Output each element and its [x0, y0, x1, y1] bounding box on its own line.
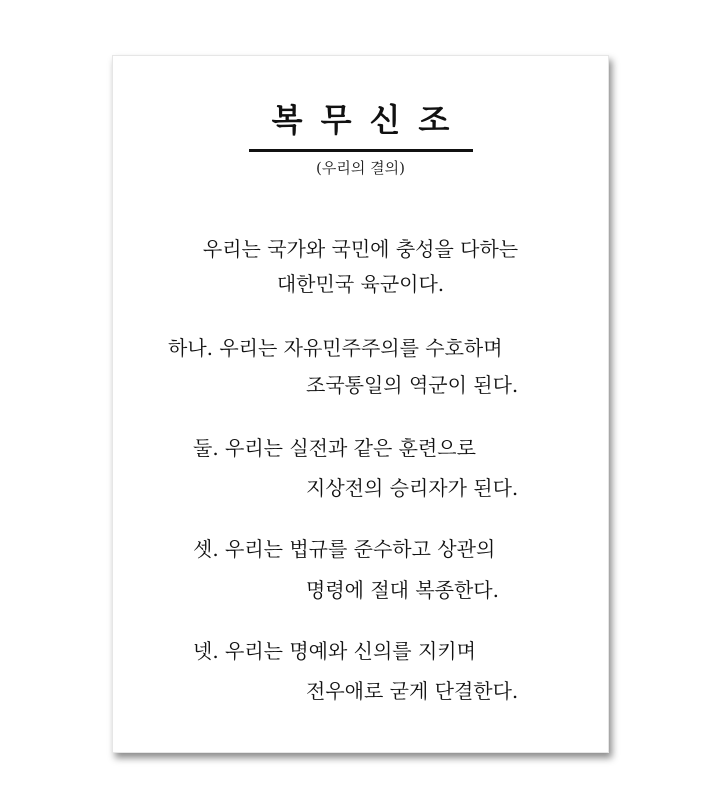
title-underline — [249, 149, 473, 152]
creed-item-1-line-2: 조국통일의 역군이 된다. — [306, 373, 519, 397]
creed-item-3-line-2: 명령에 절대 복종한다. — [306, 578, 499, 602]
creed-item-3-line-1: 셋. 우리는 법규를 준수하고 상관의 — [193, 537, 496, 561]
document-subtitle: (우리의 결의) — [316, 159, 405, 177]
creed-document — [112, 55, 609, 753]
document-title-text: 복무신조 — [271, 101, 468, 139]
document-title — [113, 98, 608, 142]
creed-item-4-line-2: 전우애로 굳게 단결한다. — [306, 679, 519, 703]
creed-item-2-line-2: 지상전의 승리자가 된다. — [306, 476, 519, 500]
creed-item-1-line-1: 하나. 우리는 자유민주주의를 수호하며 — [168, 336, 503, 360]
creed-item-2-line-1: 둘. 우리는 실전과 같은 훈련으로 — [193, 436, 476, 460]
creed-item-4-line-1: 넷. 우리는 명예와 신의를 지키며 — [193, 639, 476, 663]
intro-line-2: 대한민국 육군이다. — [276, 272, 445, 296]
intro-line-1: 우리는 국가와 국민에 충성을 다하는 — [202, 237, 519, 261]
